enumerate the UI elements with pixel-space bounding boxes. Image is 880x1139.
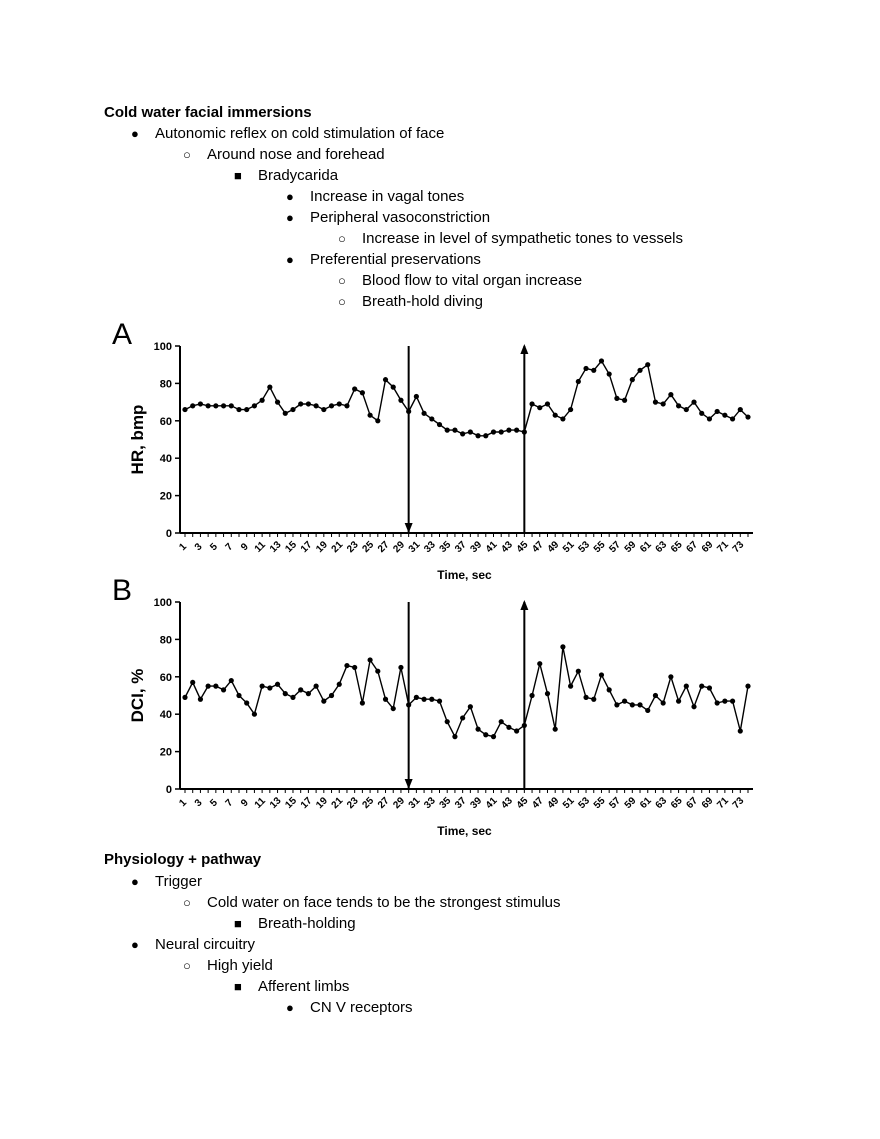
section2-item-5: Afferent limbs bbox=[258, 978, 350, 995]
chart-a-point-10 bbox=[252, 403, 257, 408]
chart-b-ylabel: DCI, % bbox=[128, 668, 147, 723]
chart-a-point-35 bbox=[445, 428, 450, 433]
section1-bullet-6: ● bbox=[286, 252, 294, 267]
chart-a-xtick-label-17: 17 bbox=[298, 539, 315, 556]
section2-item-6: CN V receptors bbox=[310, 999, 413, 1016]
chart-b-point-17 bbox=[306, 691, 311, 696]
chart-a-point-7 bbox=[229, 403, 234, 408]
chart-b-xtick-label-3: 3 bbox=[192, 797, 205, 810]
chart-b-point-57 bbox=[614, 702, 619, 707]
chart-a-point-9 bbox=[244, 407, 249, 412]
chart-b-xtick-label-19: 19 bbox=[314, 795, 330, 812]
chart-a-point-52 bbox=[576, 379, 581, 384]
chart-a-point-63 bbox=[661, 401, 666, 406]
chart-a-point-19 bbox=[321, 407, 326, 412]
chart-b-point-18 bbox=[314, 684, 319, 689]
chart-a-point-30 bbox=[406, 409, 411, 414]
chart-a-xtick-label-7: 7 bbox=[223, 541, 236, 554]
chart-b-point-29 bbox=[398, 665, 403, 670]
chart-b-xtick-label-51: 51 bbox=[561, 795, 577, 812]
chart-b-xtick-label-63: 63 bbox=[653, 795, 670, 812]
chart-b-point-55 bbox=[599, 672, 604, 677]
chart-a-xtick-label-25: 25 bbox=[360, 539, 377, 556]
chart-a-xtick-label-31: 31 bbox=[406, 539, 423, 556]
chart-a-point-62 bbox=[653, 400, 658, 405]
chart-a-point-24 bbox=[360, 390, 365, 395]
chart-a-point-12 bbox=[267, 385, 272, 390]
chart-a-point-4 bbox=[206, 403, 211, 408]
chart-b-xtick-label-31: 31 bbox=[406, 795, 423, 812]
chart-a-point-40 bbox=[483, 433, 488, 438]
section2-bullet-5: ■ bbox=[234, 979, 242, 994]
section2-bullet-3: ● bbox=[131, 937, 139, 952]
chart-a-xtick-label-29: 29 bbox=[391, 539, 407, 556]
chart-b-xtick-label-49: 49 bbox=[545, 795, 562, 812]
chart-a-xtick-label-67: 67 bbox=[684, 539, 701, 556]
chart-b-point-38 bbox=[468, 704, 473, 709]
chart-a-point-8 bbox=[236, 407, 241, 412]
chart-a-point-43 bbox=[506, 428, 511, 433]
chart-a-point-66 bbox=[684, 407, 689, 412]
section2-bullet-2: ■ bbox=[234, 916, 242, 931]
chart-b-xtick-label-47: 47 bbox=[530, 795, 546, 812]
chart-a-xtick-label-73: 73 bbox=[730, 539, 747, 556]
chart-a-point-1 bbox=[182, 407, 187, 412]
chart-b-ytick-label-20: 20 bbox=[159, 746, 172, 759]
chart-b-point-8 bbox=[236, 693, 241, 698]
section2-bullet-6: ● bbox=[286, 1000, 294, 1015]
chart-b-xtick-label-53: 53 bbox=[576, 795, 593, 812]
chart-a-xtick-label-61: 61 bbox=[638, 539, 654, 556]
chart-a-point-33 bbox=[429, 416, 434, 421]
chart-b-ytick-label-40: 40 bbox=[159, 709, 172, 722]
chart-a-point-14 bbox=[283, 411, 288, 416]
chart-b-point-37 bbox=[460, 715, 465, 720]
section-heading-physiology: Physiology + pathway bbox=[104, 851, 262, 868]
chart-b-xtick-label-55: 55 bbox=[591, 795, 608, 812]
section1-item-4: Peripheral vasoconstriction bbox=[310, 209, 491, 226]
chart-b-point-69 bbox=[707, 685, 712, 690]
chart-b-point-4 bbox=[206, 684, 211, 689]
section1-item-2: Bradycarida bbox=[258, 167, 339, 184]
chart-a-ytick-label-20: 20 bbox=[159, 490, 172, 503]
section1-bullet-2: ■ bbox=[234, 168, 242, 183]
chart-a-point-3 bbox=[198, 401, 203, 406]
chart-a-ytick-label-0: 0 bbox=[165, 528, 172, 540]
chart-a-point-17 bbox=[306, 401, 311, 406]
chart-b-arrow-head-1 bbox=[520, 600, 528, 610]
chart-b-xtick-label-73: 73 bbox=[730, 795, 747, 812]
chart-b-point-10 bbox=[252, 712, 257, 717]
chart-a-xtick-label-9: 9 bbox=[239, 541, 251, 554]
chart-b-xtick-label-11: 11 bbox=[252, 795, 268, 811]
chart-b-point-40 bbox=[483, 732, 488, 737]
chart-b-point-2 bbox=[190, 680, 195, 685]
chart-b-xtick-label-1: 1 bbox=[177, 797, 190, 810]
chart-a-point-37 bbox=[460, 431, 465, 436]
chart-b-xtick-label-5: 5 bbox=[208, 797, 220, 810]
chart-a-point-56 bbox=[607, 371, 612, 376]
chart-b-xtick-label-13: 13 bbox=[267, 795, 284, 812]
section-heading-cold-water: Cold water facial immersions bbox=[104, 104, 312, 121]
chart-a-xtick-label-49: 49 bbox=[545, 539, 562, 556]
section1-bullet-3: ● bbox=[286, 189, 294, 204]
chart-a-point-73 bbox=[738, 407, 743, 412]
chart-a-xtick-label-69: 69 bbox=[699, 539, 716, 556]
chart-b-point-36 bbox=[452, 734, 457, 739]
chart-a-xtick-label-3: 3 bbox=[192, 541, 205, 554]
chart-a-ylabel: HR, bmp bbox=[128, 404, 147, 475]
chart-b-ytick-label-80: 80 bbox=[159, 634, 172, 647]
chart-b-point-60 bbox=[637, 702, 642, 707]
chart-b-xtick-label-67: 67 bbox=[684, 795, 701, 812]
chart-b-point-63 bbox=[661, 700, 666, 705]
chart-b-point-44 bbox=[514, 728, 519, 733]
chart-a-point-68 bbox=[699, 411, 704, 416]
chart-a-point-38 bbox=[468, 429, 473, 434]
chart-b-dci bbox=[112, 574, 753, 838]
chart-b-xtick-label-69: 69 bbox=[699, 795, 716, 812]
chart-b-xtick-label-15: 15 bbox=[283, 795, 300, 812]
chart-b-point-21 bbox=[337, 682, 342, 687]
chart-a-point-51 bbox=[568, 407, 573, 412]
section1-item-5: Increase in level of sympathetic tones to vessels bbox=[362, 230, 683, 247]
chart-b-point-35 bbox=[445, 719, 450, 724]
chart-b-point-15 bbox=[290, 695, 295, 700]
section1-bullet-0: ● bbox=[131, 126, 139, 141]
chart-b-point-59 bbox=[630, 702, 635, 707]
section2-bullet-4: ○ bbox=[183, 958, 191, 973]
chart-a-point-32 bbox=[421, 411, 426, 416]
chart-a-xlabel: Time, sec bbox=[437, 568, 492, 582]
chart-a-point-39 bbox=[475, 433, 480, 438]
chart-b-point-26 bbox=[375, 669, 380, 674]
chart-b-series-line bbox=[185, 647, 748, 737]
section1-bullet-1: ○ bbox=[183, 147, 191, 162]
section1-bullet-7: ○ bbox=[338, 273, 346, 288]
chart-b-point-22 bbox=[344, 663, 349, 668]
chart-b-point-45 bbox=[522, 723, 527, 728]
chart-a-point-69 bbox=[707, 416, 712, 421]
chart-a-xtick-label-23: 23 bbox=[345, 539, 361, 556]
chart-b-point-13 bbox=[275, 682, 280, 687]
chart-b-xtick-label-33: 33 bbox=[422, 795, 438, 812]
chart-a-xtick-label-11: 11 bbox=[252, 539, 268, 555]
chart-b-xtick-label-35: 35 bbox=[437, 795, 454, 812]
section1-bullet-5: ○ bbox=[338, 231, 346, 246]
chart-a-ytick-label-60: 60 bbox=[159, 415, 172, 428]
chart-b-xtick-label-41: 41 bbox=[483, 795, 500, 812]
chart-a-point-65 bbox=[676, 403, 681, 408]
chart-a-xtick-label-55: 55 bbox=[591, 539, 608, 556]
chart-a-point-44 bbox=[514, 428, 519, 433]
chart-b-xtick-label-29: 29 bbox=[391, 795, 407, 812]
chart-a-xtick-label-13: 13 bbox=[267, 539, 284, 556]
chart-a-xtick-label-27: 27 bbox=[375, 539, 392, 556]
chart-b-point-61 bbox=[645, 708, 650, 713]
chart-a-point-60 bbox=[637, 368, 642, 373]
chart-b-point-11 bbox=[260, 684, 265, 689]
chart-a-point-71 bbox=[722, 413, 727, 418]
chart-b-point-58 bbox=[622, 699, 627, 704]
section1-item-8: Breath-hold diving bbox=[362, 293, 483, 310]
chart-a-point-42 bbox=[499, 429, 504, 434]
chart-b-point-14 bbox=[283, 691, 288, 696]
chart-b-point-24 bbox=[360, 700, 365, 705]
chart-a-point-70 bbox=[715, 409, 720, 414]
chart-a-xtick-label-43: 43 bbox=[499, 539, 515, 556]
chart-a-xtick-label-45: 45 bbox=[514, 539, 531, 556]
section2-bullet-0: ● bbox=[131, 874, 139, 889]
chart-a-heart-rate bbox=[112, 318, 753, 582]
chart-a-point-6 bbox=[221, 403, 226, 408]
chart-b-ytick-label-100: 100 bbox=[153, 597, 172, 609]
chart-a-xtick-label-71: 71 bbox=[715, 539, 731, 556]
chart-a-point-67 bbox=[691, 400, 696, 405]
chart-a-xtick-label-19: 19 bbox=[314, 539, 330, 556]
chart-b-xtick-label-65: 65 bbox=[668, 795, 685, 812]
chart-b-point-43 bbox=[506, 725, 511, 730]
chart-b-point-5 bbox=[213, 684, 218, 689]
section2-item-3: Neural circuitry bbox=[155, 936, 256, 953]
chart-a-xtick-label-59: 59 bbox=[622, 539, 639, 556]
chart-b-point-30 bbox=[406, 702, 411, 707]
chart-a-point-41 bbox=[491, 429, 496, 434]
chart-b-point-32 bbox=[421, 697, 426, 702]
chart-a-point-48 bbox=[545, 401, 550, 406]
chart-a-ytick-label-40: 40 bbox=[159, 453, 172, 466]
chart-b-xtick-label-27: 27 bbox=[375, 795, 392, 812]
chart-b-point-28 bbox=[391, 706, 396, 711]
section1-item-6: Preferential preservations bbox=[310, 251, 481, 268]
chart-a-point-22 bbox=[344, 403, 349, 408]
chart-a-xtick-label-41: 41 bbox=[483, 539, 500, 556]
chart-a-point-45 bbox=[522, 429, 527, 434]
chart-a-ytick-label-80: 80 bbox=[159, 378, 172, 391]
chart-b-point-1 bbox=[182, 695, 187, 700]
chart-b-point-68 bbox=[699, 684, 704, 689]
chart-b-point-66 bbox=[684, 684, 689, 689]
chart-b-xtick-label-23: 23 bbox=[345, 795, 361, 812]
chart-b-point-73 bbox=[738, 728, 743, 733]
chart-a-point-34 bbox=[437, 422, 442, 427]
chart-b-point-46 bbox=[529, 693, 534, 698]
section2-item-2: Breath-holding bbox=[258, 915, 356, 932]
chart-b-point-71 bbox=[722, 699, 727, 704]
chart-b-xtick-label-37: 37 bbox=[453, 795, 469, 812]
chart-a-point-26 bbox=[375, 418, 380, 423]
section2-bullet-1: ○ bbox=[183, 895, 191, 910]
chart-a-arrow-head-0 bbox=[405, 523, 413, 533]
chart-a-xtick-label-39: 39 bbox=[468, 539, 485, 556]
chart-b-xtick-label-7: 7 bbox=[223, 797, 236, 810]
chart-a-point-55 bbox=[599, 358, 604, 363]
chart-a-point-46 bbox=[529, 401, 534, 406]
chart-a-point-2 bbox=[190, 403, 195, 408]
chart-b-panel-label: B bbox=[112, 574, 133, 607]
chart-b-ytick-label-0: 0 bbox=[165, 784, 172, 796]
chart-a-xtick-label-51: 51 bbox=[561, 539, 577, 556]
chart-a-panel-label: A bbox=[112, 318, 133, 351]
chart-b-point-72 bbox=[730, 699, 735, 704]
chart-a-point-50 bbox=[560, 416, 565, 421]
chart-b-xtick-label-25: 25 bbox=[360, 795, 377, 812]
chart-a-point-27 bbox=[383, 377, 388, 382]
chart-a-point-29 bbox=[398, 398, 403, 403]
chart-a-xtick-label-57: 57 bbox=[607, 539, 623, 556]
section1-bullet-4: ● bbox=[286, 210, 294, 225]
chart-a-point-47 bbox=[537, 405, 542, 410]
chart-a-point-18 bbox=[314, 403, 319, 408]
chart-b-point-31 bbox=[414, 695, 419, 700]
chart-a-arrow-head-1 bbox=[520, 344, 528, 354]
chart-a-xtick-label-53: 53 bbox=[576, 539, 593, 556]
chart-a-xtick-label-37: 37 bbox=[453, 539, 469, 556]
chart-b-point-54 bbox=[591, 697, 596, 702]
chart-b-point-12 bbox=[267, 685, 272, 690]
chart-b-xtick-label-45: 45 bbox=[514, 795, 531, 812]
chart-a-point-74 bbox=[745, 414, 750, 419]
chart-b-point-23 bbox=[352, 665, 357, 670]
section2-item-1: Cold water on face tends to be the strongest stimulus bbox=[207, 894, 561, 911]
section1-item-1: Around nose and forehead bbox=[207, 146, 385, 163]
chart-b-point-19 bbox=[321, 699, 326, 704]
chart-b-point-50 bbox=[560, 644, 565, 649]
chart-b-point-9 bbox=[244, 700, 249, 705]
chart-a-point-31 bbox=[414, 394, 419, 399]
chart-b-point-16 bbox=[298, 687, 303, 692]
chart-b-point-7 bbox=[229, 678, 234, 683]
chart-a-point-49 bbox=[553, 413, 558, 418]
chart-a-point-57 bbox=[614, 396, 619, 401]
figure-hr-dci-charts bbox=[0, 312, 880, 852]
chart-b-xtick-label-61: 61 bbox=[638, 795, 654, 812]
section1-item-0: Autonomic reflex on cold stimulation of face bbox=[155, 125, 445, 142]
chart-b-point-47 bbox=[537, 661, 542, 666]
chart-a-point-11 bbox=[260, 398, 265, 403]
section1-bullet-8: ○ bbox=[338, 294, 346, 309]
chart-b-xtick-label-21: 21 bbox=[329, 795, 346, 812]
chart-b-point-62 bbox=[653, 693, 658, 698]
chart-b-point-53 bbox=[583, 695, 588, 700]
chart-a-point-28 bbox=[391, 385, 396, 390]
chart-b-point-27 bbox=[383, 697, 388, 702]
chart-b-point-52 bbox=[576, 669, 581, 674]
chart-a-point-36 bbox=[452, 428, 457, 433]
chart-a-xtick-label-47: 47 bbox=[530, 539, 546, 556]
chart-b-xtick-label-43: 43 bbox=[499, 795, 515, 812]
section2-item-0: Trigger bbox=[155, 873, 202, 890]
chart-a-point-23 bbox=[352, 386, 357, 391]
chart-a-series-line bbox=[185, 361, 748, 436]
chart-a-point-58 bbox=[622, 398, 627, 403]
chart-a-xtick-label-63: 63 bbox=[653, 539, 670, 556]
chart-b-arrow-head-0 bbox=[405, 779, 413, 789]
chart-a-point-53 bbox=[583, 366, 588, 371]
chart-b-xtick-label-59: 59 bbox=[622, 795, 639, 812]
chart-b-xtick-label-9: 9 bbox=[239, 797, 251, 810]
chart-b-point-51 bbox=[568, 684, 573, 689]
chart-a-xtick-label-21: 21 bbox=[329, 539, 346, 556]
section2-item-4: High yield bbox=[207, 957, 273, 974]
chart-a-point-21 bbox=[337, 401, 342, 406]
chart-b-xlabel: Time, sec bbox=[437, 824, 492, 838]
chart-a-xtick-label-1: 1 bbox=[177, 541, 190, 554]
chart-b-point-25 bbox=[367, 657, 372, 662]
chart-b-point-20 bbox=[329, 693, 334, 698]
chart-b-point-42 bbox=[499, 719, 504, 724]
chart-b-point-67 bbox=[691, 704, 696, 709]
chart-b-xtick-label-71: 71 bbox=[715, 795, 731, 812]
chart-b-point-3 bbox=[198, 697, 203, 702]
chart-a-point-20 bbox=[329, 403, 334, 408]
chart-b-xtick-label-17: 17 bbox=[298, 795, 315, 812]
chart-a-point-64 bbox=[668, 392, 673, 397]
chart-a-point-54 bbox=[591, 368, 596, 373]
chart-a-point-61 bbox=[645, 362, 650, 367]
chart-a-point-72 bbox=[730, 416, 735, 421]
chart-b-xtick-label-39: 39 bbox=[468, 795, 485, 812]
chart-b-ytick-label-60: 60 bbox=[159, 671, 172, 684]
chart-a-xtick-label-65: 65 bbox=[668, 539, 685, 556]
chart-b-xtick-label-57: 57 bbox=[607, 795, 623, 812]
chart-a-point-59 bbox=[630, 377, 635, 382]
chart-b-point-6 bbox=[221, 687, 226, 692]
chart-b-point-70 bbox=[715, 700, 720, 705]
chart-a-xtick-label-5: 5 bbox=[208, 541, 220, 554]
section1-item-7: Blood flow to vital organ increase bbox=[362, 272, 583, 289]
chart-a-xtick-label-15: 15 bbox=[283, 539, 300, 556]
chart-b-point-34 bbox=[437, 699, 442, 704]
chart-b-point-65 bbox=[676, 699, 681, 704]
chart-a-point-5 bbox=[213, 403, 218, 408]
chart-a-point-13 bbox=[275, 400, 280, 405]
chart-b-point-56 bbox=[607, 687, 612, 692]
chart-a-ytick-label-100: 100 bbox=[153, 341, 172, 353]
chart-b-point-33 bbox=[429, 697, 434, 702]
chart-b-point-48 bbox=[545, 691, 550, 696]
chart-a-point-25 bbox=[367, 413, 372, 418]
chart-a-xtick-label-33: 33 bbox=[422, 539, 438, 556]
chart-a-point-15 bbox=[290, 407, 295, 412]
chart-b-point-49 bbox=[553, 727, 558, 732]
chart-b-point-64 bbox=[668, 674, 673, 679]
chart-b-point-39 bbox=[475, 727, 480, 732]
chart-a-xtick-label-35: 35 bbox=[437, 539, 454, 556]
chart-b-point-74 bbox=[745, 684, 750, 689]
chart-b-point-41 bbox=[491, 734, 496, 739]
section1-item-3: Increase in vagal tones bbox=[310, 188, 465, 205]
chart-a-point-16 bbox=[298, 401, 303, 406]
